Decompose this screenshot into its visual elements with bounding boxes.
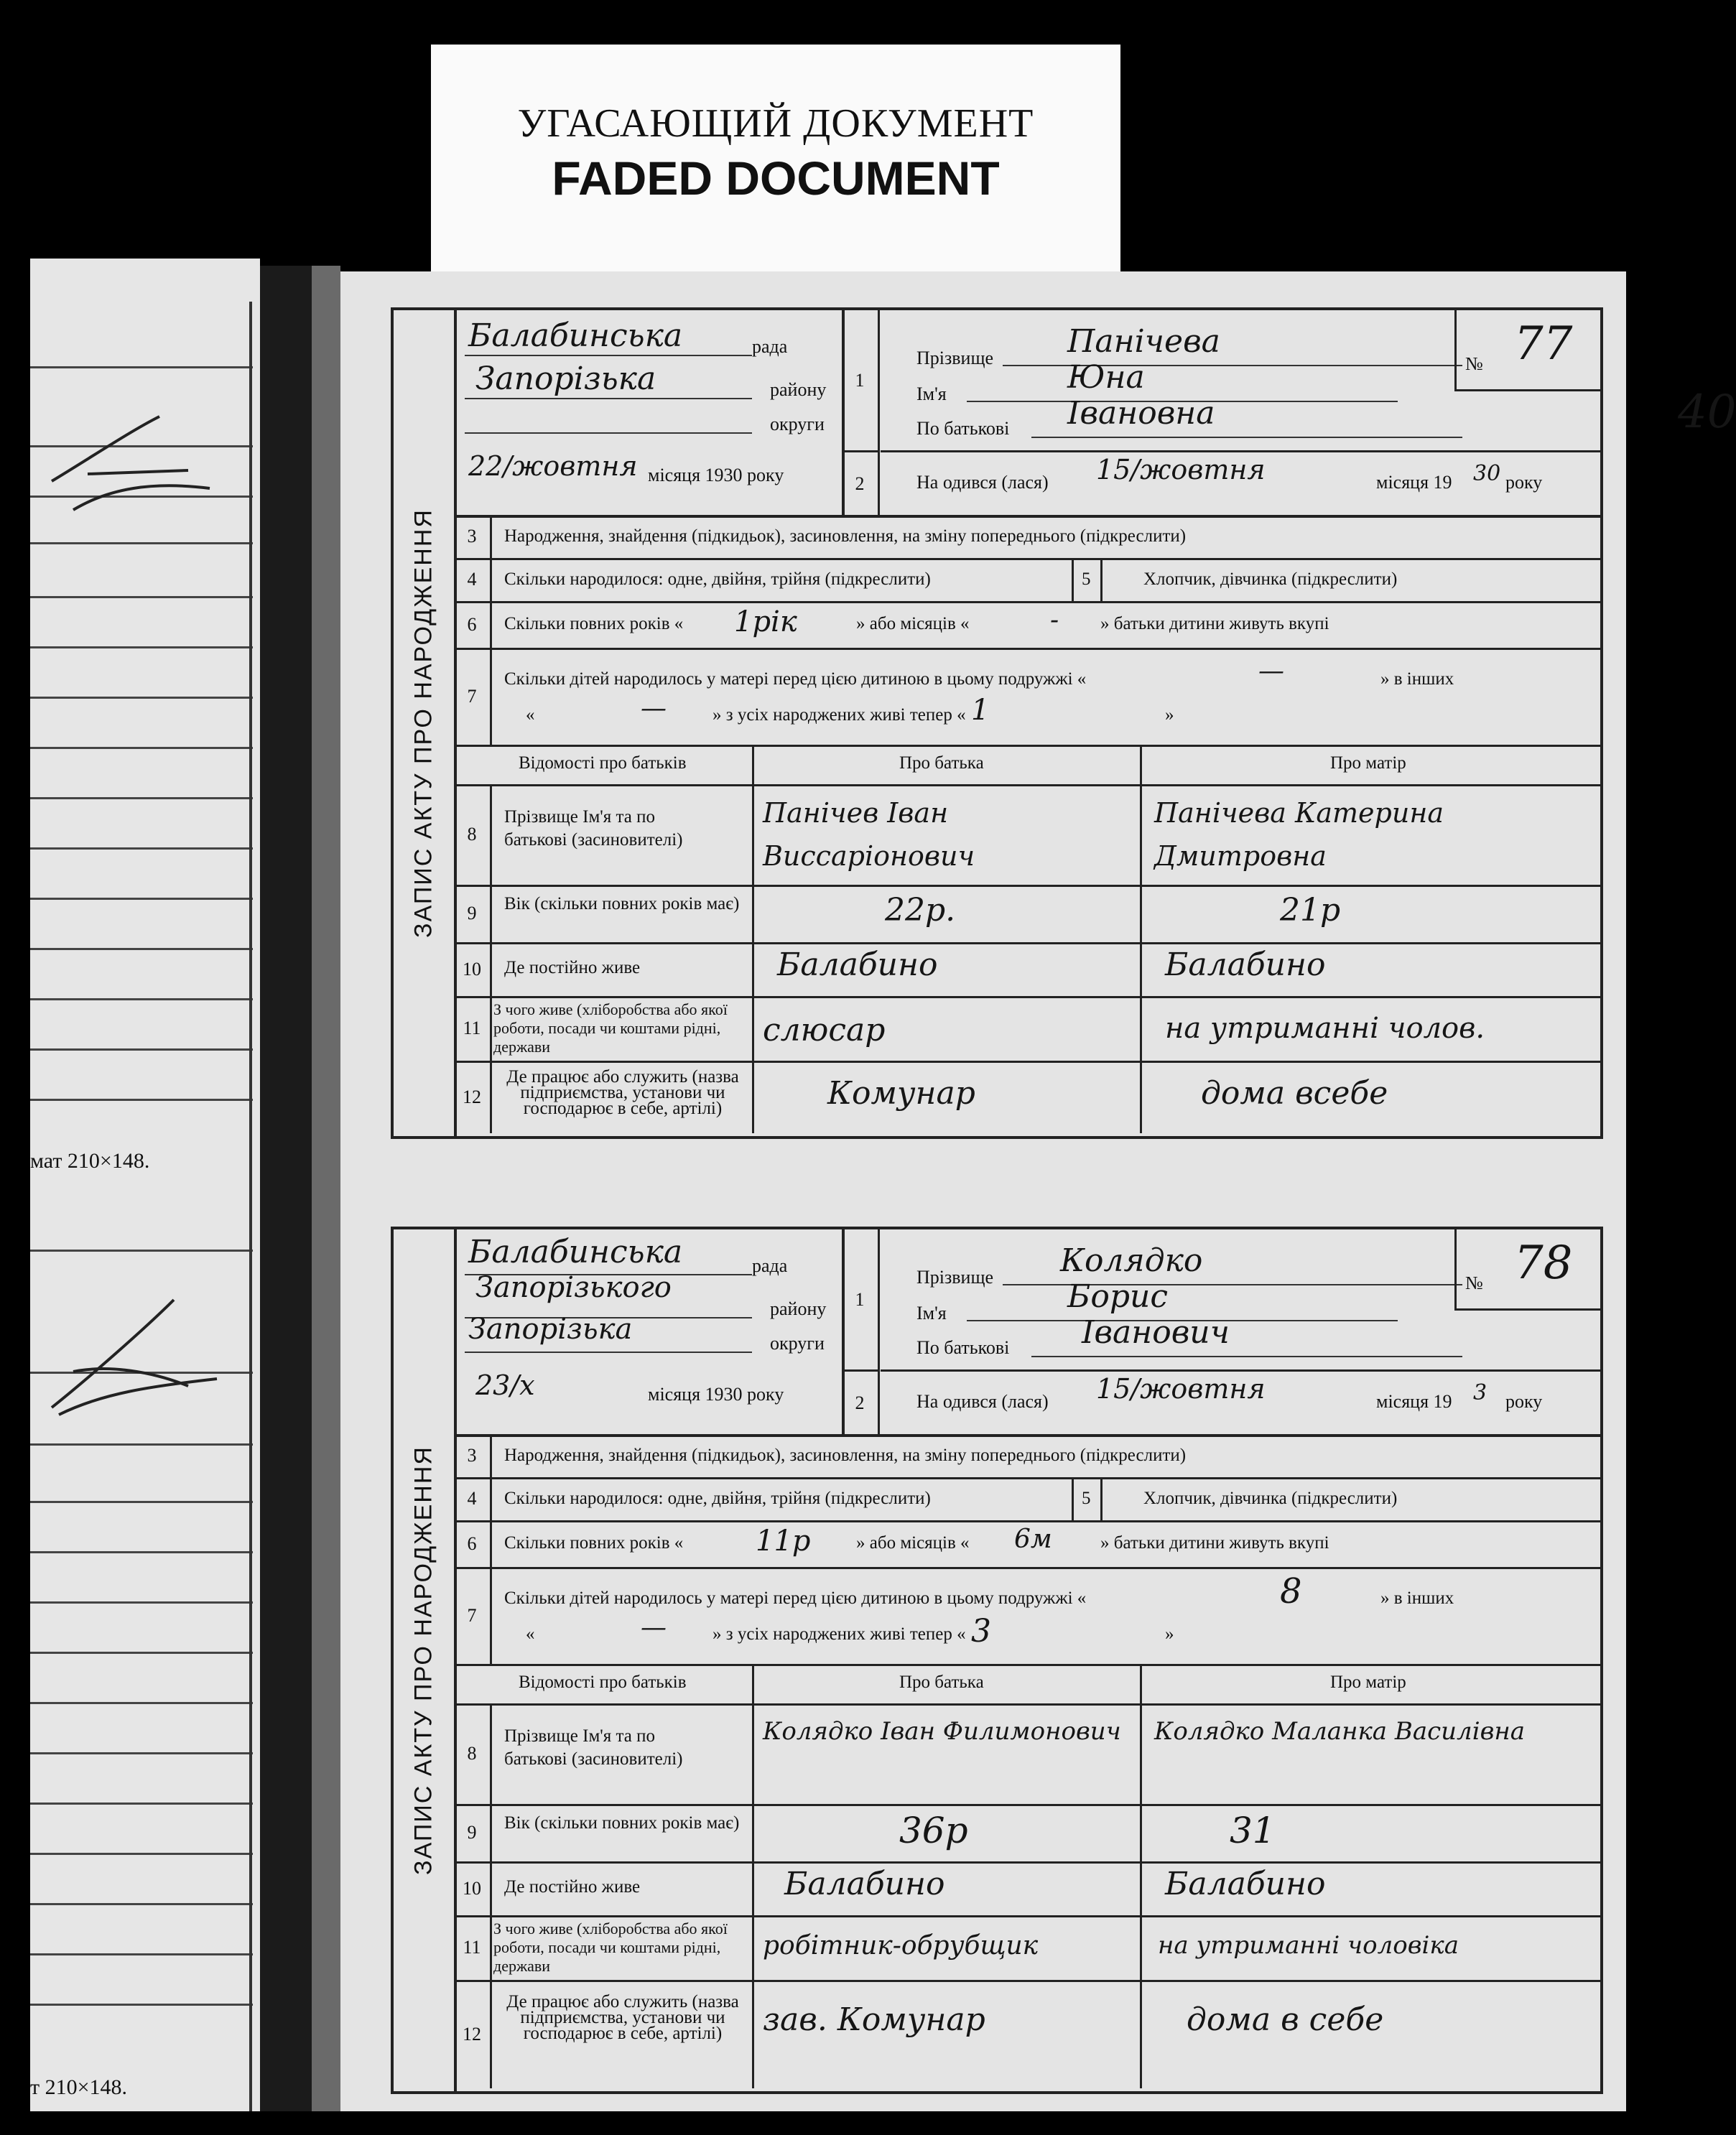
header-number-col — [842, 310, 880, 515]
left-rule — [30, 1048, 253, 1051]
okruha-label: округи — [770, 414, 825, 434]
row-number: 4 — [454, 558, 492, 601]
left-rule — [30, 1702, 253, 1704]
row9-label: Вік (скільки повних років має) — [504, 1813, 740, 1833]
row6-label-a: Скільки повних років « — [504, 1533, 684, 1553]
left-rule — [30, 366, 253, 368]
book-spine — [260, 266, 312, 2111]
left-rule — [30, 542, 253, 544]
divider — [1072, 558, 1074, 601]
left-rule — [30, 948, 253, 950]
row-number: 10 — [454, 1861, 492, 1915]
row-11 — [454, 996, 1600, 1063]
header-right-block — [881, 1229, 1600, 1434]
row7-label-d: » з усіх народжених живі тепер « — [712, 705, 966, 725]
divider — [1100, 558, 1103, 601]
surname-label: Прізвище — [916, 1267, 994, 1288]
row-10 — [454, 1861, 1600, 1917]
row5-text: Хлопчик, дівчинка (підкреслити) — [1143, 1489, 1398, 1508]
divider — [1140, 885, 1142, 942]
divider — [752, 1915, 754, 1980]
underline — [465, 1352, 752, 1353]
divider — [1140, 1980, 1142, 2088]
left-rule — [30, 2004, 253, 2006]
row-number: 2 — [855, 473, 865, 494]
row12-label: Де працює або служить (назва підприємства, установи чи господарює в себе, артілі) — [506, 1992, 739, 2043]
left-rule — [30, 1803, 253, 1805]
row3-text: Народження, знайдення (підкидьок), засиновлення, на зміну попереднього (підкреслити) — [504, 526, 1187, 546]
row6-label-a: Скільки повних років « — [504, 614, 684, 633]
born-date: 15/жовтня — [1096, 454, 1266, 485]
patronymic-label: По батькові — [916, 1337, 1010, 1358]
divider — [752, 996, 754, 1061]
row-7 — [454, 1567, 1600, 1666]
rada-value: Балабинська — [468, 317, 683, 354]
alive-now-dash: — — [641, 1613, 667, 1642]
book-spine-edge — [312, 266, 340, 2111]
row-number: 10 — [454, 942, 492, 996]
divider — [752, 885, 754, 942]
divider — [1140, 745, 1142, 784]
header-left-block — [454, 310, 845, 515]
father-age: 22р. — [885, 892, 956, 929]
left-margin-line — [249, 302, 252, 2111]
name-value: Борис — [1067, 1278, 1168, 1315]
mother-occupation: на утриманні чолов. — [1165, 1012, 1485, 1045]
row-number: 11 — [454, 1915, 492, 1980]
row-6 — [454, 601, 1600, 650]
father-occupation: слюсар — [763, 1012, 886, 1048]
row-9 — [454, 1804, 1600, 1864]
birth-record-form-77 — [391, 307, 1736, 1139]
underline — [465, 355, 752, 356]
father-header: Про батька — [899, 1673, 984, 1692]
divider — [752, 1061, 754, 1133]
record-date: 22/жовтня — [468, 450, 638, 482]
row-number: 7 — [454, 1567, 492, 1664]
row10-label: Де постійно живе — [504, 958, 641, 977]
row-number: 9 — [454, 1804, 492, 1861]
row11-label: З чого живе (хліборобства або якої роботи, посади чи коштами рідні, держави — [493, 1920, 728, 1975]
form-header — [454, 310, 1736, 518]
row-4-5 — [454, 1477, 1600, 1522]
father-age: 36р — [899, 1810, 968, 1851]
divider — [1140, 784, 1142, 885]
okruha-label: округи — [770, 1333, 825, 1354]
alive-now-dash: — — [641, 694, 667, 723]
row7-label-b: » в інших — [1380, 1589, 1454, 1608]
left-rule — [30, 797, 253, 799]
row-7 — [454, 648, 1600, 747]
row-number: 3 — [454, 515, 492, 558]
father-workplace: зав. Комунар — [763, 2001, 985, 2038]
born-year: 3 — [1473, 1380, 1487, 1405]
divider — [1140, 996, 1142, 1061]
row7-label-c: « — [526, 1624, 535, 1644]
left-rule — [30, 1601, 253, 1604]
divider — [752, 1703, 754, 1804]
stamp-line-ru: УГАСАЮЩИЙ ДОКУМЕНТ — [517, 101, 1034, 146]
underline — [1031, 1356, 1462, 1357]
month-year-label: місяця 1930 року — [648, 465, 784, 485]
row10-label: Де постійно живе — [504, 1877, 641, 1897]
left-rule — [30, 998, 253, 1000]
born-month-label: місяця 19 — [1376, 1391, 1452, 1412]
raion-value: Запорізького — [475, 1271, 672, 1304]
underline — [465, 398, 752, 399]
row-number: 6 — [454, 1520, 492, 1567]
row3-text: Народження, знайдення (підкидьок), засиновлення, на зміну попереднього (підкреслити) — [504, 1446, 1187, 1465]
header-left-block — [454, 1229, 845, 1434]
left-rule — [30, 646, 253, 648]
divider — [1072, 1477, 1074, 1520]
born-year: 30 — [1473, 461, 1501, 486]
left-rule — [30, 1551, 253, 1553]
header-right-block — [881, 310, 1736, 515]
row11-label: З чого живе (хліборобства або якої роботи, посади чи коштами рідні, держави — [493, 1000, 728, 1056]
left-signature-mark — [45, 402, 246, 517]
years-together-value: 1рік — [734, 605, 797, 638]
divider — [752, 745, 754, 784]
row7-label-d: » з усіх народжених живі тепер « — [712, 1624, 966, 1644]
number-label: № — [1465, 353, 1483, 374]
father-occupation: робітник-обрубщик — [763, 1931, 1039, 1960]
surname-label: Прізвище — [916, 348, 994, 368]
record-date: 23/х — [475, 1369, 535, 1401]
row-number: 12 — [454, 1980, 492, 2088]
left-rule — [30, 1501, 253, 1503]
left-signature-mark — [45, 1285, 246, 1443]
patronymic-label: По батькові — [916, 418, 1010, 439]
divider — [752, 942, 754, 996]
okruha-value: Запорізька — [468, 1313, 633, 1346]
alive-now-value: 3 — [971, 1613, 991, 1650]
rada-label: рада — [752, 1255, 788, 1276]
record-number-box — [1454, 310, 1600, 391]
row-number: 5 — [1082, 1489, 1091, 1508]
surname-value: Панічева — [1067, 323, 1220, 360]
divider — [752, 1861, 754, 1915]
left-rule — [30, 847, 253, 850]
header-number-col — [842, 1229, 880, 1434]
row7-label-e: » — [1165, 705, 1174, 725]
left-rule — [30, 596, 253, 598]
left-rule — [30, 1099, 253, 1101]
row7-label-b: » в інших — [1380, 669, 1454, 689]
father-name: Колядко Іван Филимонович — [763, 1717, 1121, 1746]
parents-header: Відомості про батьків — [519, 1673, 687, 1692]
register-page — [340, 271, 1736, 2111]
rada-value: Балабинська — [468, 1234, 683, 1270]
left-rule — [30, 898, 253, 900]
row-number: 4 — [454, 1477, 492, 1520]
divider — [1140, 1861, 1142, 1915]
row7-label-c: « — [526, 705, 535, 725]
row-10 — [454, 942, 1600, 998]
divider — [1140, 1061, 1142, 1133]
row8-label: Прізвище Ім'я та по батькові (засиновителі) — [504, 1726, 683, 1769]
left-page-fragment — [30, 259, 260, 2111]
name-label: Ім'я — [916, 383, 947, 404]
divider — [1140, 1804, 1142, 1861]
row7-label-a: Скільки дітей народилось у матері перед цією дитиною в цьому подружжі « — [504, 669, 1087, 689]
row-number: 1 — [842, 1229, 878, 1372]
left-format-top: мат 210×148. — [30, 1149, 150, 1173]
row4-text: Скільки народилося: одне, двійня, трійня (підкреслити) — [504, 569, 931, 589]
father-residence: Балабино — [777, 946, 938, 983]
divider — [752, 784, 754, 885]
row-number: 8 — [454, 1703, 492, 1804]
faded-document-stamp — [431, 45, 1120, 282]
row-number: 7 — [454, 648, 492, 745]
other-children-value: — — [1258, 656, 1284, 686]
row12-label: Де працює або служить (назва підприємства, установи чи господарює в себе, артілі) — [506, 1067, 739, 1118]
mother-name: Панічева Катерина Дмитровна — [1154, 797, 1444, 872]
born-month-label: місяця 19 — [1376, 472, 1452, 493]
record-number: 78 — [1514, 1237, 1573, 1290]
child-name-block — [881, 310, 1736, 452]
row6-label-c: » батьки дитини живуть вкупі — [1100, 614, 1329, 633]
divider — [752, 1980, 754, 2088]
row6-label-b: » або місяців « — [856, 614, 970, 633]
parents-header: Відомості про батьків — [519, 753, 687, 773]
form-header — [454, 1229, 1600, 1437]
mother-workplace: дома в себе — [1187, 2001, 1384, 2038]
record-number: 77 — [1514, 317, 1573, 371]
left-format-bottom: т 210×148. — [30, 2075, 128, 2099]
mother-header: Про матір — [1330, 753, 1406, 773]
row-number: 12 — [454, 1061, 492, 1133]
row8-label: Прізвище Ім'я та по батькові (засиновителі) — [504, 807, 683, 850]
stamp-line-en: FADED DOCUMENT — [552, 152, 1000, 205]
row5-text: Хлопчик, дівчинка (підкреслити) — [1143, 569, 1398, 589]
row-number: 11 — [454, 996, 492, 1061]
left-rule — [30, 1953, 253, 1955]
mother-residence: Балабино — [1165, 1866, 1326, 1902]
row-8 — [454, 784, 1600, 887]
child-name-block — [881, 1229, 1600, 1372]
left-rule — [30, 697, 253, 699]
row6-label-c: » батьки дитини живуть вкупі — [1100, 1533, 1329, 1553]
underline — [1031, 437, 1462, 438]
birth-record-form-78 — [391, 1227, 1603, 2094]
years-together-value: 11р — [756, 1525, 811, 1558]
mother-workplace: дома всебе — [1201, 1075, 1388, 1112]
row-number: 1 — [842, 310, 878, 452]
month-year-label: місяця 1930 року — [648, 1384, 784, 1405]
patronymic-value: Івановна — [1067, 395, 1215, 432]
left-rule — [30, 1443, 253, 1446]
divider — [1100, 1477, 1103, 1520]
row-11 — [454, 1915, 1600, 1982]
row-number: 5 — [1082, 569, 1091, 589]
form-side-title: ЗАПИС АКТУ ПРО НАРОДЖЕННЯ — [394, 1229, 457, 2091]
mother-age: 31 — [1230, 1810, 1276, 1851]
born-year-label: року — [1505, 1391, 1543, 1412]
row-3 — [454, 1434, 1600, 1479]
row-12 — [454, 1980, 1600, 2088]
form-side-title: ЗАПИС АКТУ ПРО НАРОДЖЕННЯ — [394, 310, 457, 1136]
row-number: 8 — [454, 784, 492, 885]
row6-label-b: » або місяців « — [856, 1533, 970, 1553]
name-value: Юна — [1067, 359, 1145, 396]
row-4-5 — [454, 558, 1600, 603]
row-12 — [454, 1061, 1600, 1133]
father-residence: Балабино — [784, 1866, 945, 1902]
born-label: На одився (лася) — [916, 472, 1049, 493]
row-number: 9 — [454, 885, 492, 942]
other-children-value: 8 — [1280, 1571, 1302, 1611]
parents-header-row — [454, 1664, 1600, 1706]
father-header: Про батька — [899, 753, 984, 773]
left-rule — [30, 1250, 253, 1252]
number-label: № — [1465, 1273, 1483, 1293]
father-workplace: Комунар — [827, 1075, 975, 1112]
row-9 — [454, 885, 1600, 944]
surname-value: Колядко — [1060, 1242, 1203, 1279]
left-rule — [30, 1752, 253, 1754]
divider — [1140, 1915, 1142, 1980]
row-6 — [454, 1520, 1600, 1569]
left-rule — [30, 1903, 253, 1905]
row7-label-e: » — [1165, 1624, 1174, 1644]
raion-label: району — [770, 379, 827, 400]
born-year-label: року — [1505, 472, 1543, 493]
row7-label-a: Скільки дітей народилось у матері перед цією дитиною в цьому подружжі « — [504, 1589, 1087, 1608]
row-8 — [454, 1703, 1600, 1806]
raion-label: району — [770, 1298, 827, 1319]
mother-occupation: на утриманні чоловіка — [1158, 1931, 1459, 1960]
divider — [1140, 1703, 1142, 1804]
record-number-box — [1454, 1229, 1600, 1311]
born-date: 15/жовтня — [1096, 1373, 1266, 1405]
row-number: 3 — [454, 1434, 492, 1477]
divider — [752, 1804, 754, 1861]
mother-age: 21р — [1280, 892, 1341, 929]
raion-value: Запорізька — [475, 361, 656, 397]
row-number: 6 — [454, 601, 492, 648]
patronymic-value: Іванович — [1082, 1314, 1230, 1351]
divider — [1140, 942, 1142, 996]
born-label: На одився (лася) — [916, 1391, 1049, 1412]
row4-text: Скільки народилося: одне, двійня, трійня (підкреслити) — [504, 1489, 931, 1508]
divider — [1140, 1664, 1142, 1703]
mother-header: Про матір — [1330, 1673, 1406, 1692]
parents-header-row — [454, 745, 1600, 786]
father-name: Панічев Іван Виссаріонович — [763, 797, 975, 872]
months-together-value: 6м — [1014, 1525, 1052, 1554]
row9-label: Вік (скільки повних років має) — [504, 894, 740, 913]
months-together-value: - — [1050, 605, 1059, 635]
record-number-secondary: 40 — [1678, 386, 1736, 439]
mother-name: Колядко Маланка Василівна — [1154, 1717, 1526, 1746]
row-number: 2 — [855, 1392, 865, 1413]
left-rule — [30, 1853, 253, 1855]
left-rule — [30, 747, 253, 749]
name-label: Ім'я — [916, 1303, 947, 1324]
divider — [752, 1664, 754, 1703]
left-rule — [30, 1652, 253, 1654]
underline — [465, 432, 752, 434]
row-3 — [454, 515, 1600, 560]
rada-label: рада — [752, 336, 788, 357]
alive-now-value: 1 — [971, 694, 990, 727]
mother-residence: Балабино — [1165, 946, 1326, 983]
